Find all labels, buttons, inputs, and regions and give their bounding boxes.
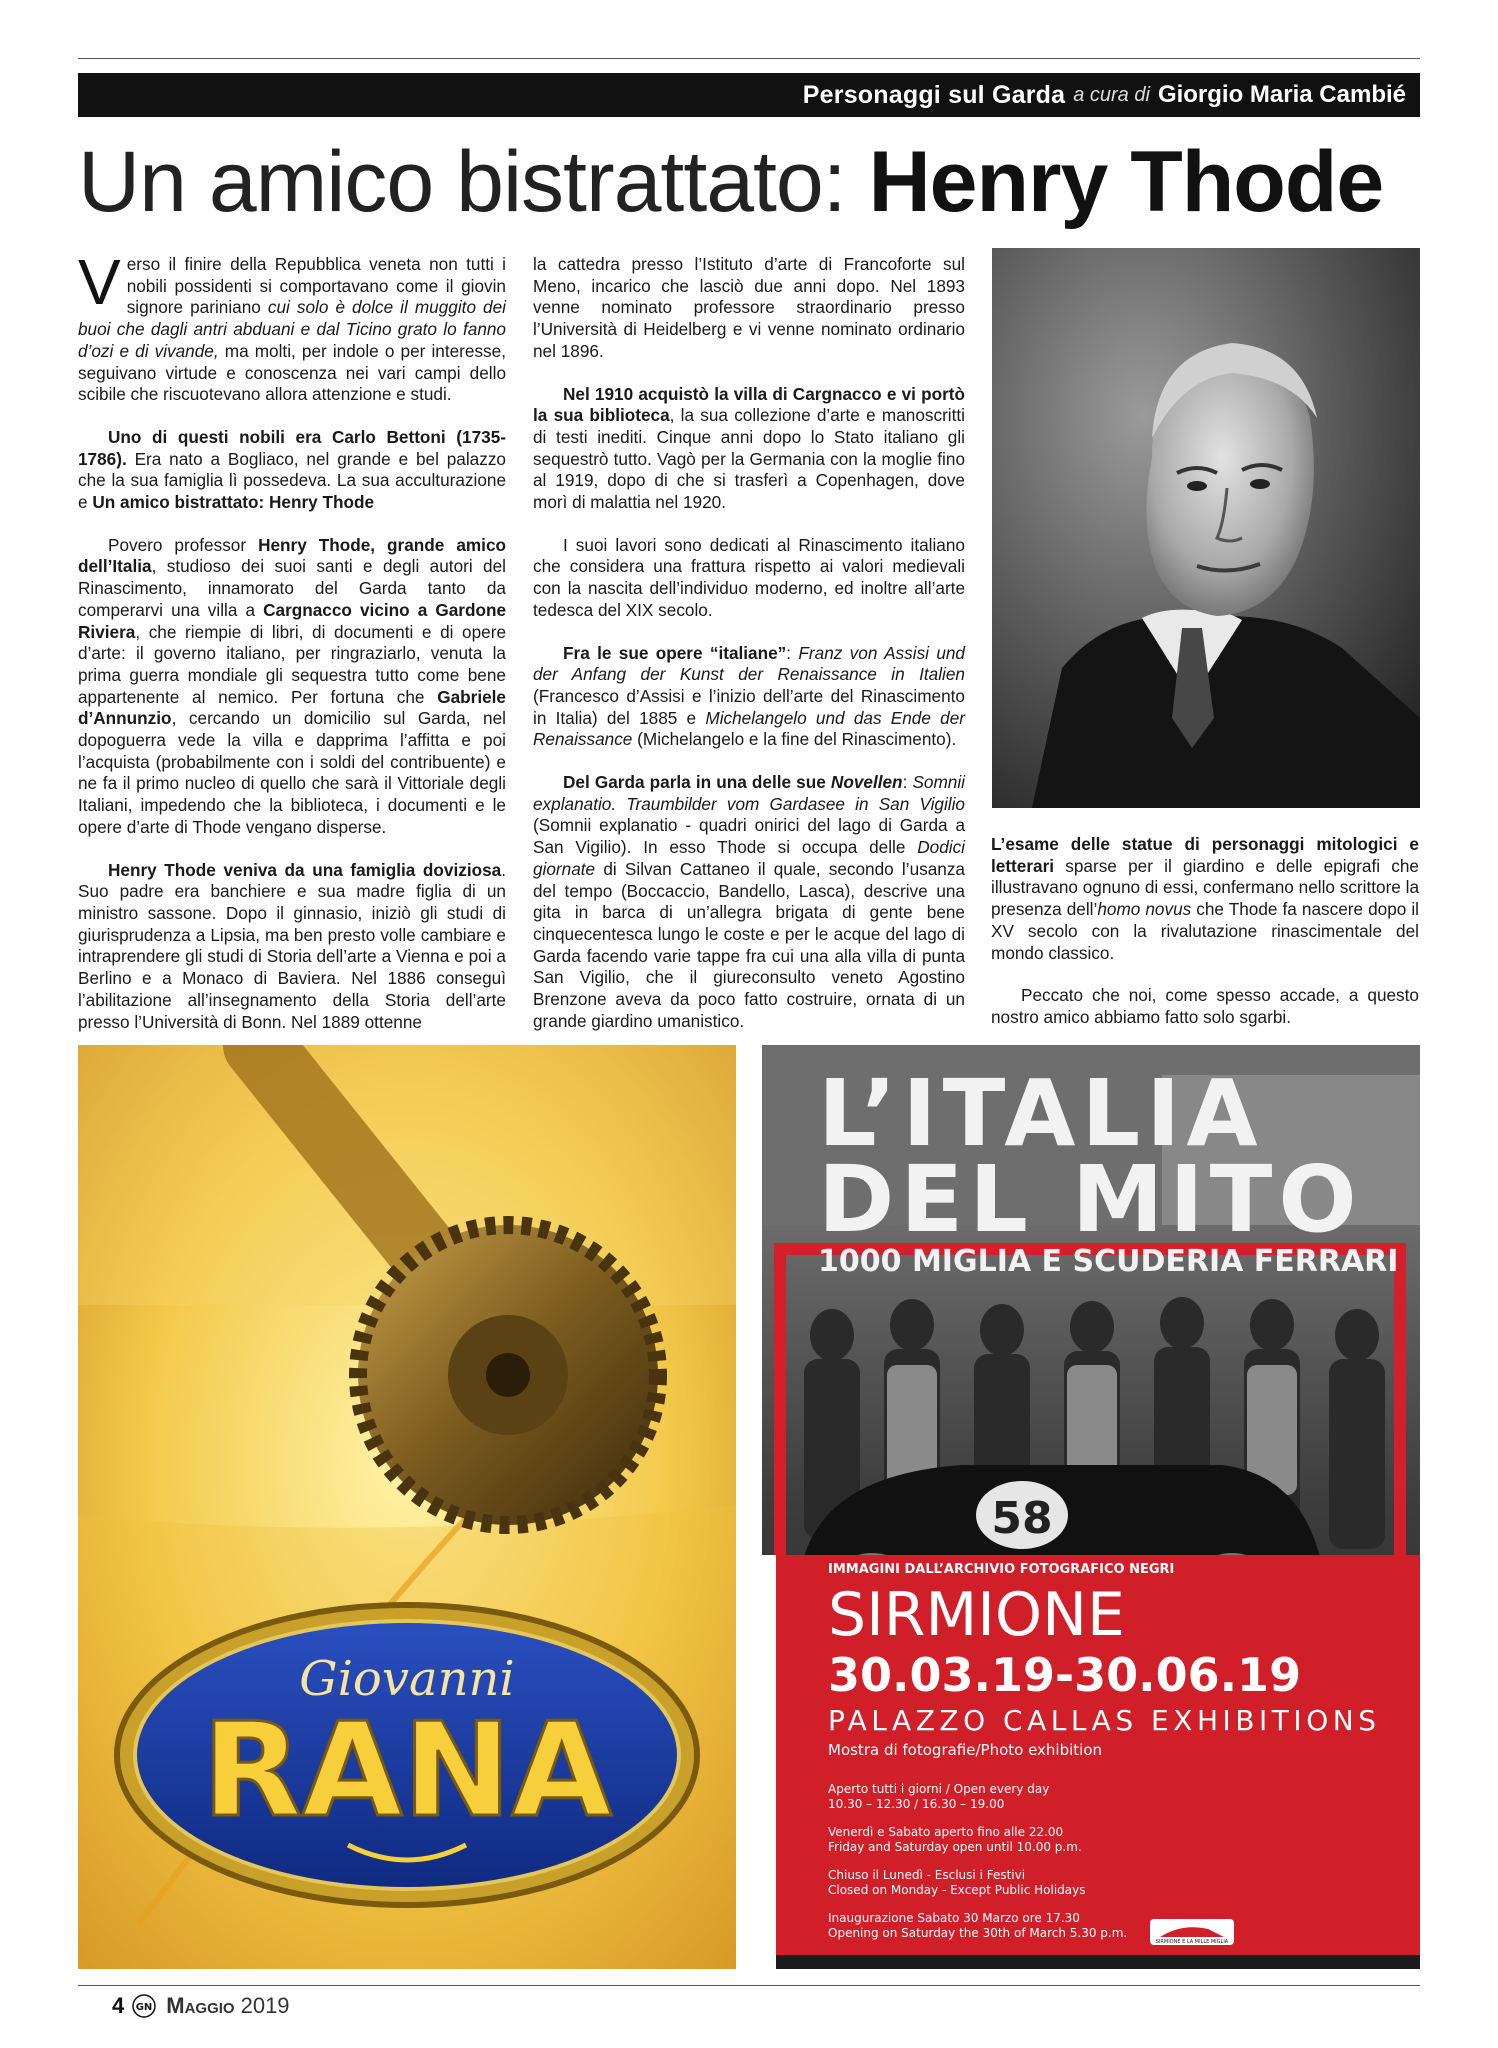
article-column-1 — [78, 246, 507, 1054]
opening-hours-label: Aperto tutti i giorni / Open every day — [828, 1782, 1050, 1796]
issue-year: 2019 — [240, 1993, 290, 2018]
italia-title-line-2: DEL MITO — [818, 1146, 1363, 1253]
rana-ad-art — [78, 1045, 736, 1969]
text: , studioso dei suoi santi e degli autori del Rinascimento, innamorato del Garda tanto da comperarvi una villa a — [78, 556, 506, 620]
text-bold: Un amico bistrattato: Henry Thode — [92, 492, 375, 513]
top-rule — [78, 58, 1420, 59]
text-italic: Somnii explanatio. Traumbilder vom Gardasee in San Vigilio — [533, 772, 965, 814]
text: di Silvan Cattaneo il quale, secondo l’usanza del tempo (Boccaccio, Bandello, Lasca), descrive una gita in barca di un’allegra brigata di gente bene cinquecentesca lungo le coste e per le acque del lago di Garda facendo varie tappe fra cui una alla villa di punta San Vigilio, che il giureconsulto veneto Agostino Brenzone aveva da poco fatto costruire, ornata di un grande giardino umanistico. — [533, 858, 965, 1031]
car-number-text: 58 — [991, 1493, 1053, 1544]
text: Povero professor — [108, 534, 259, 555]
text-bold: Fra le sue opere “italiane” — [563, 642, 787, 663]
late-opening-it: Venerdì e Sabato aperto fino alle 22.00 — [828, 1825, 1064, 1839]
section-header — [78, 73, 1420, 117]
text: (Somnii explanatio - quadri onirici del lago di Garda a San Vigilio). In esso Thode si occupa delle — [533, 815, 965, 858]
italia-title-line-1: L’ITALIA — [818, 1060, 1264, 1167]
text-bold: Henry Thode, grande amico dell’Italia — [78, 534, 507, 577]
text: (Francesco d’Assisi e l’inizio dell’arte del Rinascimento in Italia) del 1885 e — [533, 685, 965, 728]
text-bold: Henry Thode veniva da una famiglia doviziosa — [108, 859, 502, 880]
paragraph-4 — [78, 860, 506, 1034]
text: : — [902, 772, 913, 793]
city-name: SIRMIONE — [828, 1580, 1125, 1650]
italia-subtitle: 1000 MIGLIA E SCUDERIA FERRARI — [818, 1244, 1399, 1279]
text-bold: Nel 1910 acquistò la villa di Cargnacco e vi portò la sua biblioteca — [533, 383, 965, 426]
inauguration-en: Opening on Saturday the 30th of March 5.30 p.m. — [828, 1926, 1128, 1940]
text-bold: Del Garda parla in una delle sue — [563, 772, 831, 793]
venue-name: PALAZZO CALLAS EXHIBITIONS — [828, 1704, 1376, 1737]
text: (Michelangelo e la fine del Rinascimento). — [632, 729, 957, 750]
sponsor-logo-text: SIRMIONE E LA MILLE MIGLIA — [1155, 1939, 1229, 1945]
bottom-rule — [78, 1985, 1420, 1986]
curated-by-label: a cura di — [1073, 83, 1150, 106]
author-name: Giorgio Maria Cambié — [1157, 81, 1406, 108]
article-column-2 — [533, 254, 965, 1054]
text: , la sua collezione d’arte e manoscritti di testi inediti. Cinque anni dopo lo Stato italiano gli sequestrò tutto. Vagò per la Germania con la moglie fino al 1919, dopo di che si trasferì a Copenhagen, dove morì di malattia nel 1920. — [533, 405, 965, 513]
text-italic: Michelangelo und das Ende der Renaissance — [533, 707, 966, 750]
quote-italic: cui solo è dolce il muggito dei buoi che dagli antri abduani e dal Ticino grato lo fanno d’ozi e di vivande, — [78, 297, 506, 361]
paragraph-9 — [533, 772, 965, 1032]
text: . Suo padre era banchiere e sua madre figlia di un ministro sassone. Dopo il ginnasio, iniziò gli studi di giurisprudenza a Lipsia, ma ben presto volle cambiare e intraprendere gli studi di Storia dell’arte a Vienna e poi a Berlino e a Monaco di Baviera. Nel 1886 conseguì l’abilitazione all’insegnamento della Storia dell’arte presso l’Università di Bonn. Nel 1889 ottenne — [78, 859, 506, 1032]
paragraph-2 — [78, 427, 506, 514]
italia-del-mito-advertisement — [762, 1045, 1420, 1969]
text: , che riempie di libri, di documenti e di opere d’arte: il governo italiano, per ringraziarlo, venuta la prima guerra mondiale gli sequestra tutto come bene appartenente al nemico. Per fortuna che — [78, 621, 506, 707]
text-bold-italic: Novellen — [830, 772, 903, 793]
paragraph-7: I suoi lavori sono dedicati al Rinascimento italiano che considera una frattura rispetto ai valori medievali con la nascita dell’individuo moderno, ed inoltre all’arte tedesca del XIX secolo. — [533, 534, 965, 620]
exhibition-type: Mostra di fotografie/Photo exhibition — [828, 1741, 1103, 1759]
text-bold: L’esame delle statue di personaggi mitologici e letterari — [991, 834, 1419, 876]
opening-hours: 10.30 – 12.30 / 16.30 – 19.00 — [828, 1797, 1005, 1811]
paragraph-10 — [991, 834, 1419, 964]
headline-bold: Henry Thode — [868, 134, 1384, 230]
text-italic: Franz von Assisi und der Anfang der Kunst der Renaissance in Italien — [533, 642, 965, 685]
henry-thode-portrait — [992, 248, 1420, 808]
text-italic: Dodici giornate — [533, 837, 965, 879]
text-bold: Uno di questi nobili era Carlo Bettoni (1735-1786). — [78, 426, 506, 469]
paragraph-11: Peccato che noi, come spesso accade, a questo nostro amico abbiamo fatto solo sgarbi. — [991, 985, 1419, 1027]
text: : — [786, 642, 799, 663]
text-italic: homo novus — [1097, 899, 1192, 920]
rana-advertisement — [78, 1045, 736, 1969]
text: Era nato a Bogliaco, nel grande e bel palazzo che la sua famiglia lì possedeva. La sua acculturazione e — [78, 448, 506, 513]
portrait-illustration — [992, 248, 1420, 808]
closed-days-it: Chiuso il Lunedì - Esclusi i Festivi — [828, 1868, 1026, 1882]
text: erso il finire della Repubblica veneta non tutti i nobili possidenti si comportavano come il giovin signore pariniano — [126, 254, 506, 318]
italia-ad-art — [762, 1045, 1420, 1969]
paragraph-8 — [533, 643, 965, 752]
text-bold: Cargnacco vicino a Gardone Riviera — [78, 599, 506, 642]
issue-month: Maggio — [166, 1993, 235, 2018]
text: sparse per il giardino e delle epigrafi che illustravano ognuno di essi, confermano nello scrittore la presenza dell’ — [991, 855, 1420, 920]
article-column-3 — [991, 834, 1419, 1050]
rana-script-text: Giovanni — [299, 1651, 515, 1707]
text: ma molti, per indole o per interesse, seguivano virtude e conoscenza nei vari campi dello scibile che riscuotevano allora attenzione e studi. — [78, 340, 506, 405]
section-name: Personaggi sul Garda — [802, 80, 1066, 109]
page-footer — [112, 1991, 290, 2021]
rana-brand-text: RANA — [201, 1694, 613, 1846]
headline-light: Un amico bistrattato: — [78, 134, 869, 230]
archive-credit: IMMAGINI DALL’ARCHIVIO FOTOGRAFICO NEGRI — [828, 1562, 1175, 1577]
paragraph-6 — [533, 384, 965, 514]
page-number: 4 — [112, 1993, 125, 2018]
paragraph-3 — [78, 535, 506, 839]
paragraph-1 — [78, 246, 506, 406]
gn-magazine-icon — [132, 1994, 156, 2018]
text: che Thode fa nascere dopo il XV secolo con la rivalutazione rinascimentale del mondo classico. — [991, 899, 1419, 963]
text: , cercando un domicilio sul Garda, nel dopoguerra vede la villa e dapprima l’affitta e poi l’acquista (probabilmente con i soldi del contribuente) e ne fa il primo nucleo di quello che sarà il Vittoriale degli Italiani, impedendo che la biblioteca, i documenti e le opere d’arte di Thode vengano disperse. — [78, 708, 506, 837]
exhibition-dates: 30.03.19-30.06.19 — [828, 1648, 1302, 1702]
late-opening-en: Friday and Saturday open until 10.00 p.m. — [828, 1840, 1082, 1854]
article-headline — [78, 130, 1420, 234]
inauguration-it: Inaugurazione Sabato 30 Marzo ore 17.30 — [828, 1911, 1080, 1925]
paragraph-5: la cattedra presso l’Istituto d’arte di Francoforte sul Meno, incarico che lasciò due anni dopo. Nel 1893 venne nominato professore straordinario presso l’Università di Heidelberg e vi venne nominato ordinario nel 1896. — [533, 254, 965, 361]
drop-cap: V — [78, 246, 121, 318]
gn-logo-text: GN — [135, 2002, 153, 2013]
closed-days-en: Closed on Monday - Except Public Holidays — [828, 1883, 1086, 1897]
text-bold: Gabriele d’Annunzio — [78, 686, 506, 729]
